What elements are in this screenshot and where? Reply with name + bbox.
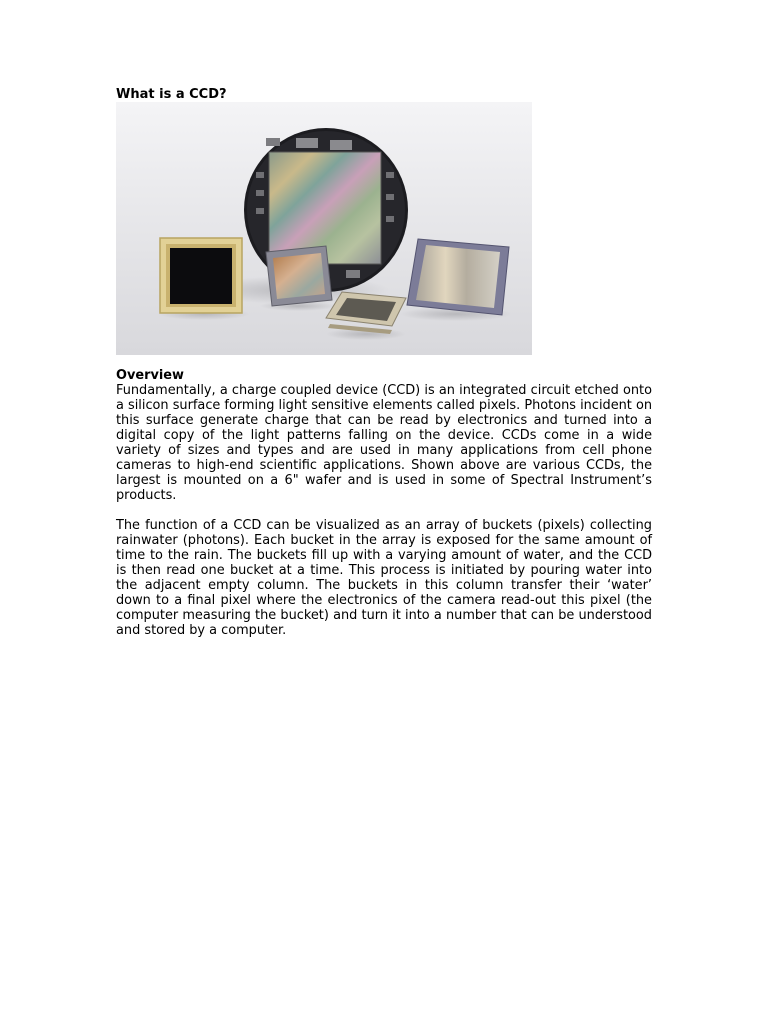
section-heading: Overview [116,368,184,383]
paragraph-spacer [116,503,652,518]
article-body [116,368,652,638]
paragraph: Fundamentally, a charge coupled device (CCD) is an integrated circuit etched onto a silicon surface forming light sensitive elements called pixels. Photons incident on this surface generate charge that can be read by electronics and turned into a digital copy of the light patterns falling on the device. CCDs come in a wide variety of sizes and types and are used in many applications from cell phone cameras to high-end scientific applications. Shown above are various CCDs, the largest is mounted on a 6" wafer and is used in some of Spectral Instrument’s products. [116,383,653,503]
ccd-photo [116,102,532,355]
paragraph: The function of a CCD can be visualized as an array of buckets (pixels) collecting rainwater (photons). Each bucket in the array is exposed for the same amount of time to the rain. The buckets fill up with a varying amount of water, and the CCD is then read one bucket at a time. This process is initiated by pouring water into the adjacent empty column. The buckets in this column transfer their ‘water’ down to a final pixel where the electronics of the camera read-out this pixel (the computer measuring the bucket) and turn it into a number that can be understood and stored by a computer. [116,518,652,638]
page-title: What is a CCD? [116,87,227,102]
